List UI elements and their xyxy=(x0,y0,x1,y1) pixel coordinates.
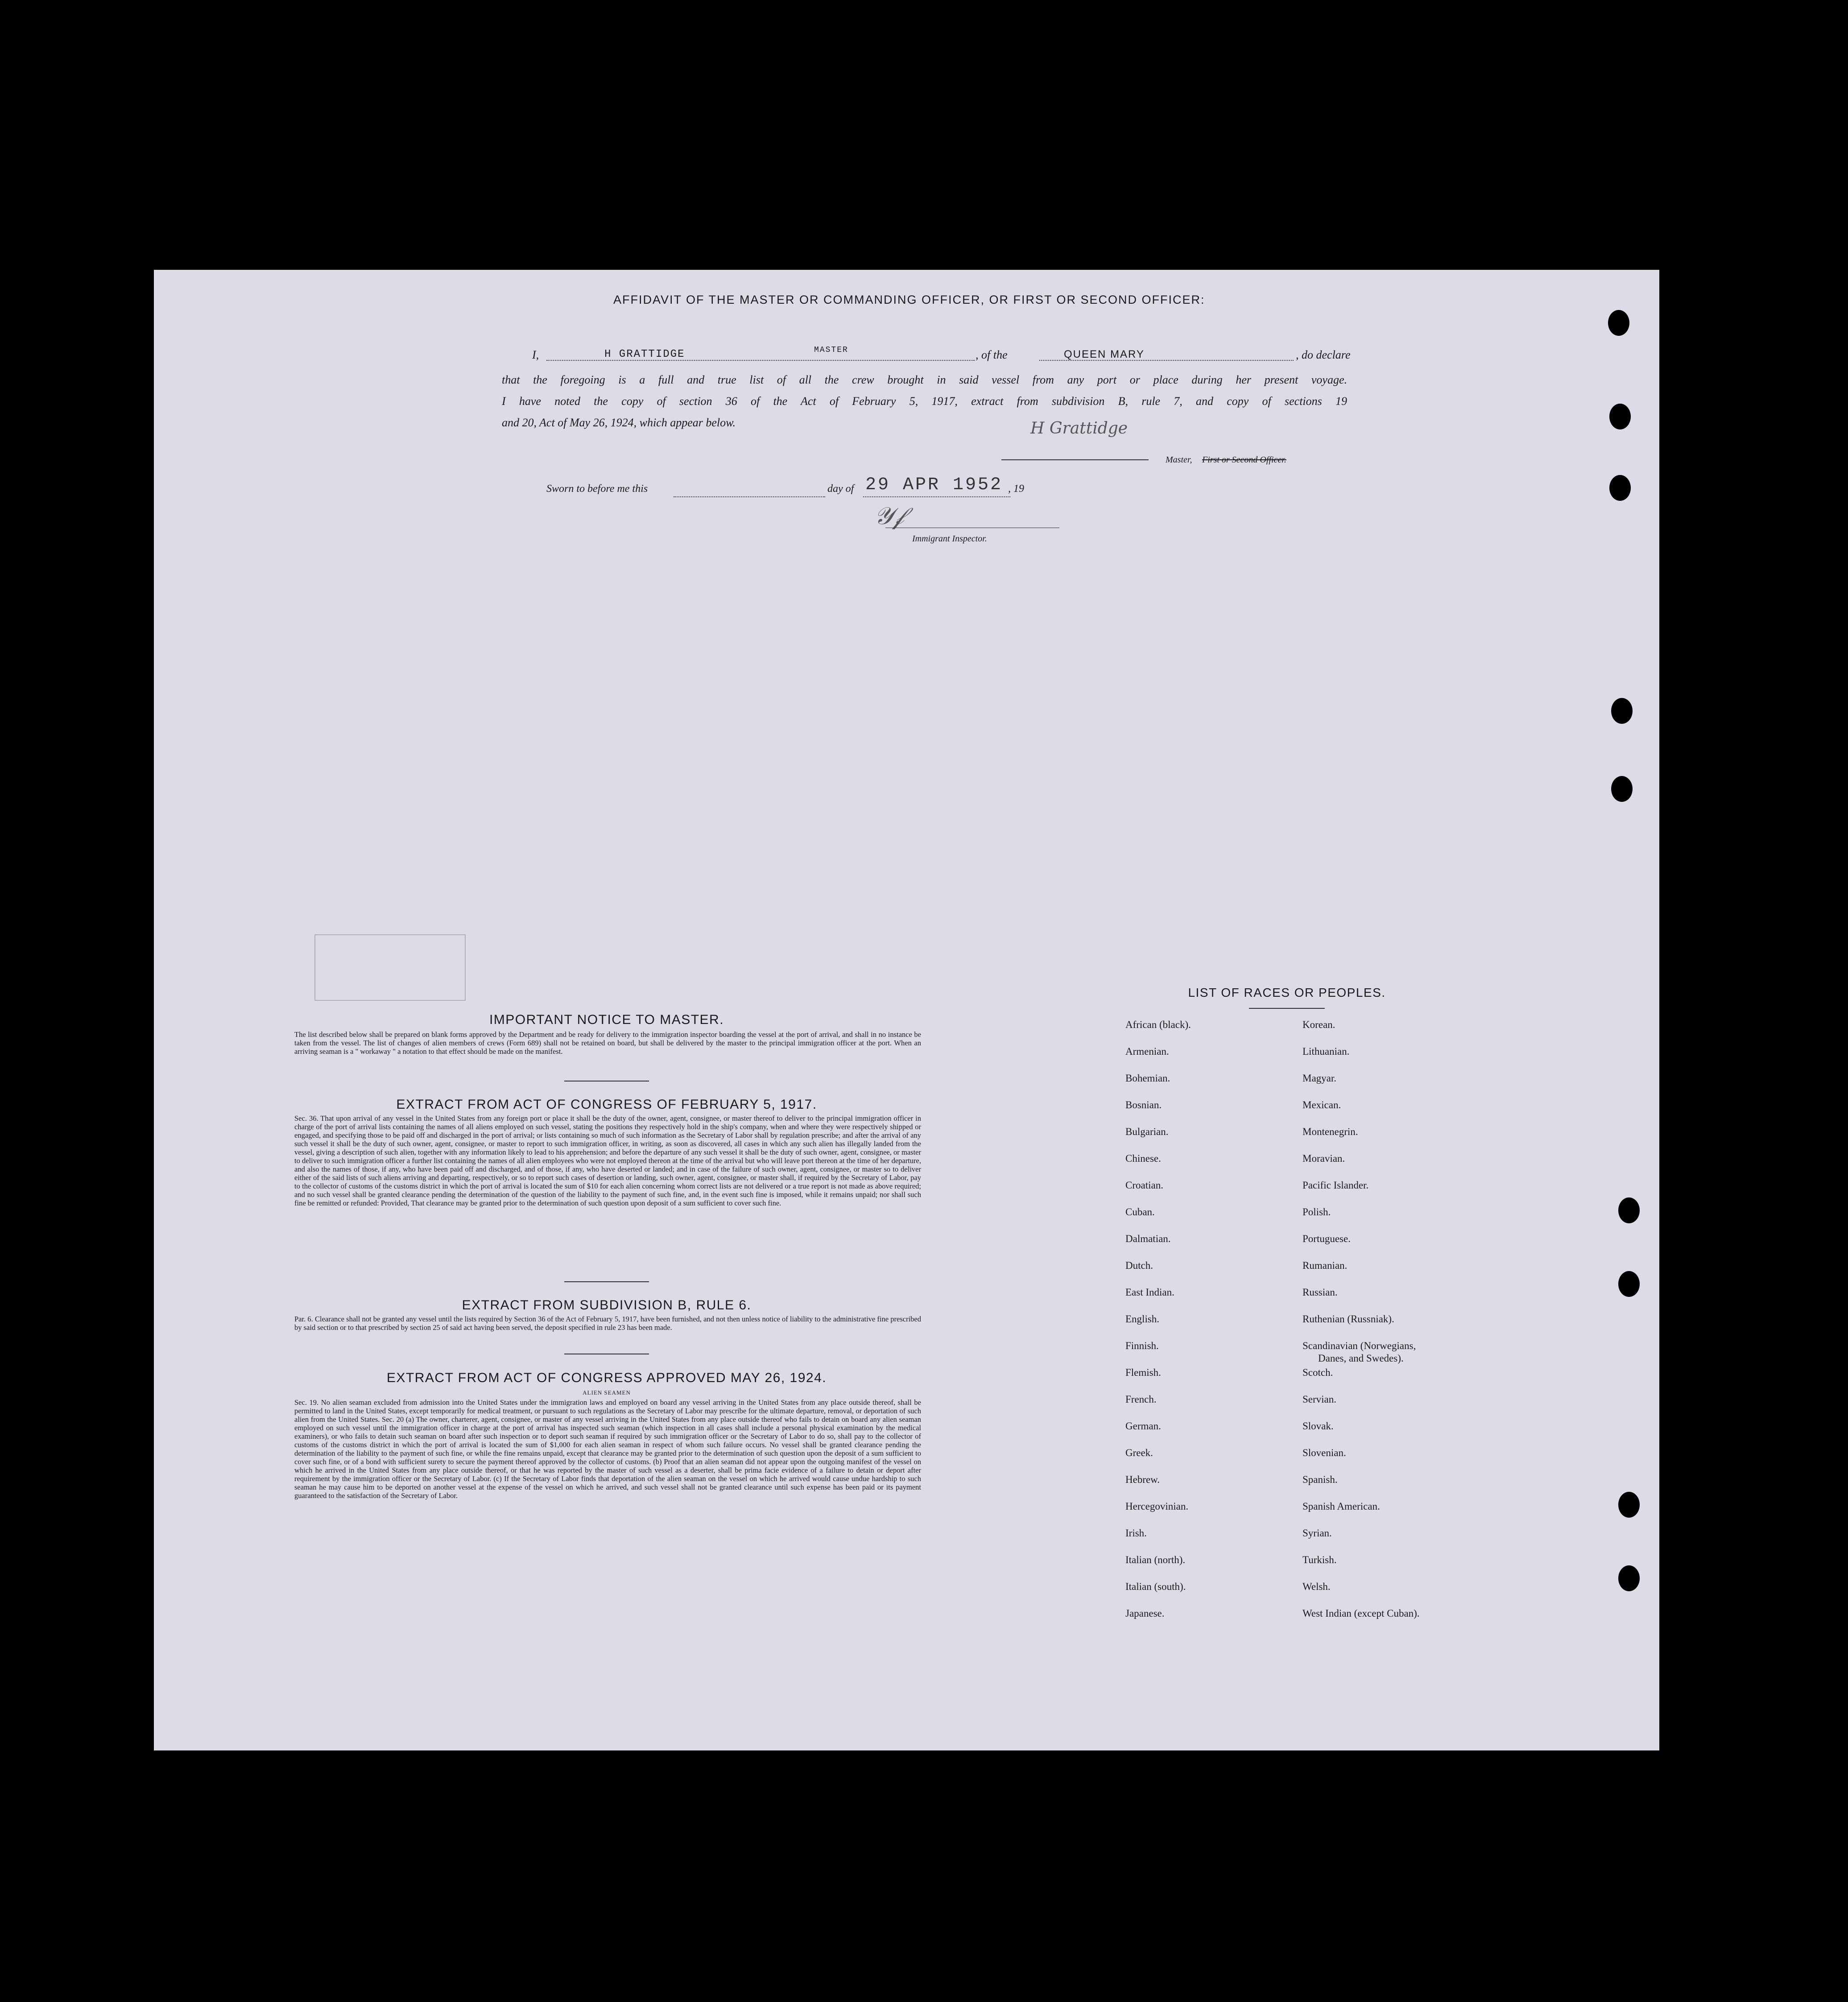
race-item: Italian (south). xyxy=(1125,1581,1186,1592)
race-item: Polish. xyxy=(1302,1206,1331,1218)
notice-title: IMPORTANT NOTICE TO MASTER. xyxy=(489,1012,724,1027)
punch-hole xyxy=(1608,310,1629,336)
race-item: Dutch. xyxy=(1125,1260,1153,1271)
race-item: Bosnian. xyxy=(1125,1099,1162,1110)
race-item: Hebrew. xyxy=(1125,1474,1160,1485)
of-the-label: , of the xyxy=(976,348,1008,361)
race-item: Cuban. xyxy=(1125,1206,1155,1218)
subdivision-title: EXTRACT FROM SUBDIVISION B, RULE 6. xyxy=(462,1298,752,1313)
day-of-label: day of xyxy=(827,483,854,495)
punch-hole xyxy=(1618,1565,1640,1591)
race-item: African (black). xyxy=(1125,1019,1191,1030)
race-item: Flemish. xyxy=(1125,1367,1161,1378)
race-item: Finnish. xyxy=(1125,1340,1159,1351)
affidavit-line-3: I have noted the copy of section 36 of the Act of February 5, 1917, extract from subdivision B, rule 7, and copy of sections 19 xyxy=(502,395,1347,408)
do-declare-label: , do declare xyxy=(1296,348,1351,361)
race-item: Russian. xyxy=(1302,1287,1338,1298)
races-title: LIST OF RACES OR PEOPLES. xyxy=(1188,986,1386,999)
act1924-text: Sec. 19. No alien seaman excluded from admission into the United States under the immigration laws and employed on board any vessel arriving in the United States from any place outside thereof, shall be permitted to land in the United States, except temporarily for medical treatment, or pursuant to such regulations as the Secretary of Labor may prescribe for the ultimate departure, removal, or deportation of such alien from the United States. Sec. 20 (a) The owner, charterer, agent, consignee, or master of any vessel arriving in the United States from any place outside thereof who fails to detain on board any alien seaman employed on such vessel until the immigration officer in charge at the port of arrival has inspected such seaman (which inspection in all cases shall include a personal physical examination by the medical examiners), or who fails to detain such seaman on board after such inspection or to deport such seaman if required by such immigration officer or the Secretary of Labor to do so, shall pay to the collector of customs of the customs district in which the port of arrival is located the sum of $1,000 for each alien seaman in respect of whom such failure occurs. No vessel shall be granted clearance pending the determination of the liability to the payment of such fine, or while the fine remains unpaid, except that clearance may be granted prior to the determination of such question upon the deposit of a sum sufficient to cover such fine, or of a bond with sufficient surety to secure the payment thereof approved by the collector of customs. (b) Proof that an alien seaman did not appear upon the outgoing manifest of the vessel on which he arrived in the United States from any place outside thereof, or that he was reported by the master of such vessel as a deserter, shall be prima facie evidence of a failure to detain or deport after requirement by the immigration officer or the Secretary of Labor. (c) If the Secretary of Labor finds that deportation of the alien seaman on the vessel on which he arrived would cause undue hardship to such seaman he may cause him to be deported on another vessel at the expense of the vessel on which he arrived, and such vessel shall not be granted clearance until such expense has been paid or its payment guaranteed to the satisfaction of the Secretary of Labor. xyxy=(294,1398,921,1500)
race-item: Dalmatian. xyxy=(1125,1233,1171,1244)
year-suffix: , 19 xyxy=(1008,483,1024,495)
race-item: Chinese. xyxy=(1125,1153,1161,1164)
race-item: Bohemian. xyxy=(1125,1073,1170,1084)
race-item: Hercegovinian. xyxy=(1125,1501,1189,1512)
act1924-title: EXTRACT FROM ACT OF CONGRESS APPROVED MAY 26, 1924. xyxy=(386,1370,827,1385)
vessel-name: QUEEN MARY xyxy=(1064,348,1145,360)
inspector-label: Immigrant Inspector. xyxy=(912,534,987,544)
race-item: Japanese. xyxy=(1125,1608,1165,1619)
subdivision-text: Par. 6. Clearance shall not be granted any vessel until the lists required by Section 36 of the Act of February 5, 1917, have been furnished, and not then unless notice of liability to the administrative fine prescribed by said section or to that prescribed by section 25 of said act having been served, the deposit specified in rule 23 has been made. xyxy=(294,1315,921,1332)
date-stamp: 29 APR 1952 xyxy=(865,475,1003,495)
race-item: Rumanian. xyxy=(1302,1260,1348,1271)
inspector-signature: 𝒴𝒻 xyxy=(874,502,904,530)
race-item: Spanish American. xyxy=(1302,1501,1380,1512)
race-item: Pacific Islander. xyxy=(1302,1180,1369,1191)
punch-hole xyxy=(1609,475,1631,501)
affidavit-line-2: that the foregoing is a full and true list of all the crew brought in said vessel from any port or place during her present voyage. xyxy=(502,373,1347,386)
race-item: Bulgarian. xyxy=(1125,1126,1169,1137)
race-item: Lithuanian. xyxy=(1302,1046,1350,1057)
sworn-label: Sworn to before me this xyxy=(546,483,648,495)
race-item: Italian (north). xyxy=(1125,1554,1186,1565)
race-item: Slovak. xyxy=(1302,1420,1334,1432)
race-item: Magyar. xyxy=(1302,1073,1337,1084)
affidavit-title: AFFIDAVIT OF THE MASTER OR COMMANDING OFFICER, OR FIRST OR SECOND OFFICER: xyxy=(613,293,1205,306)
race-item: Korean. xyxy=(1302,1019,1335,1030)
punch-hole xyxy=(1618,1492,1640,1518)
signature-line xyxy=(1001,459,1149,460)
race-item: Irish. xyxy=(1125,1527,1147,1539)
document-page xyxy=(154,270,1659,1750)
race-item: Scandinavian (Norwegians, xyxy=(1302,1340,1416,1351)
race-item: East Indian. xyxy=(1125,1287,1174,1298)
race-item: Armenian. xyxy=(1125,1046,1169,1057)
race-item: Turkish. xyxy=(1302,1554,1337,1565)
act1917-text: Sec. 36. That upon arrival of any vessel in the United States from any foreign port or place it shall be the duty of the owner, agent, consignee, or master thereof to deliver to the principal immigration officer in charge of the port of arrival lists containing the names of all aliens employed on such vessel, stating the positions they respectively hold in the ship's company, when and where they were respectively shipped or engaged, and specifying those to be paid off and discharged in the port of arrival; or lists containing so much of such information as the Secretary of Labor shall by regulation prescribe; and after the arrival of any such vessel it shall be the duty of such owner, agent, consignee, or master to report to such immigration officer, in writing, as soon as discovered, all cases in which any such alien has illegally landed from the vessel, giving a description of such alien, together with any information likely to lead to his apprehension; and before the departure of any such vessel it shall be the duty of such owner, agent, consignee, or master to deliver to such immigration officer a further list containing the names of all alien employees who were not employed thereon at the time of the arrival but who will leave port thereon at the time of her departure, and also the names of those, if any, who have been paid off and discharged, and of those, if any, who have deserted or landed; and in case of the failure of such owner, agent, consignee, or master so to deliver either of the said lists of such aliens arriving and departing, respectively, or so to report such cases of desertion or landing, such owner, agent, consignee, or master shall, if required by the Secretary of Labor, pay to the collector of customs of the customs district in which the port of arrival is located the sum of $10 for each alien concerning whom correct lists are not delivered or a true report is not made as above required; and no such vessel shall be granted clearance pending the determination of the question of the liability to the payment of such fine, and, in the event such fine is imposed, while it remains unpaid; nor shall such fine be remitted or refunded: Provided, That clearance may be granted prior to the determination of such question upon deposit of a sum sufficient to cover such fine. xyxy=(294,1114,921,1207)
race-item: Scotch. xyxy=(1302,1367,1333,1378)
punch-hole xyxy=(1611,698,1633,724)
affidavit-i: I, xyxy=(532,348,539,361)
race-item: Servian. xyxy=(1302,1394,1337,1405)
day-line xyxy=(674,483,825,497)
master-signature: H Grattidge xyxy=(1030,419,1128,438)
race-item: Slovenian. xyxy=(1302,1447,1346,1458)
race-item: Montenegrin. xyxy=(1302,1126,1358,1137)
race-item-continuation: Danes, and Swedes). xyxy=(1318,1353,1404,1364)
punch-hole xyxy=(1611,776,1633,802)
punch-hole xyxy=(1618,1271,1640,1297)
faint-stamp-box xyxy=(314,934,466,1001)
race-item: German. xyxy=(1125,1420,1161,1432)
race-item: Spanish. xyxy=(1302,1474,1338,1485)
punch-hole xyxy=(1618,1197,1640,1223)
race-item: Mexican. xyxy=(1302,1099,1341,1110)
races-divider xyxy=(1249,1008,1325,1009)
race-item: Syrian. xyxy=(1302,1527,1332,1539)
struck-officer-label: First or Second Officer. xyxy=(1202,455,1286,465)
act1924-subtitle: ALIEN SEAMEN xyxy=(583,1389,631,1396)
race-item: Portuguese. xyxy=(1302,1233,1351,1244)
race-item: Croatian. xyxy=(1125,1180,1163,1191)
race-item: Moravian. xyxy=(1302,1153,1345,1164)
race-item: Welsh. xyxy=(1302,1581,1331,1592)
race-item: English. xyxy=(1125,1313,1160,1325)
race-item: Ruthenian (Russniak). xyxy=(1302,1313,1394,1325)
master-name: H GRATTIDGE xyxy=(604,348,685,360)
master-label: Master, xyxy=(1166,455,1192,465)
race-item: Greek. xyxy=(1125,1447,1153,1458)
act1917-title: EXTRACT FROM ACT OF CONGRESS OF FEBRUARY 5, 1917. xyxy=(396,1097,817,1112)
punch-hole xyxy=(1609,404,1631,429)
notice-text: The list described below shall be prepared on blank forms approved by the Department and be ready for delivery to the immigration inspector boarding the vessel at the port of arrival, and shall in no instance be taken from the vessel. The list of changes of alien members of crews (Form 689) shall not be retained on board, but shall be delivered by the master to the principal immigration officer at the port. When an arriving seaman is a " workaway " a notation to that effect should be made on the manifest. xyxy=(294,1030,921,1056)
master-rank: MASTER xyxy=(814,346,848,355)
affidavit-line-4: and 20, Act of May 26, 1924, which appear below. xyxy=(502,416,736,429)
race-item: French. xyxy=(1125,1394,1157,1405)
race-item: West Indian (except Cuban). xyxy=(1302,1608,1420,1619)
act1917-divider xyxy=(564,1281,649,1282)
